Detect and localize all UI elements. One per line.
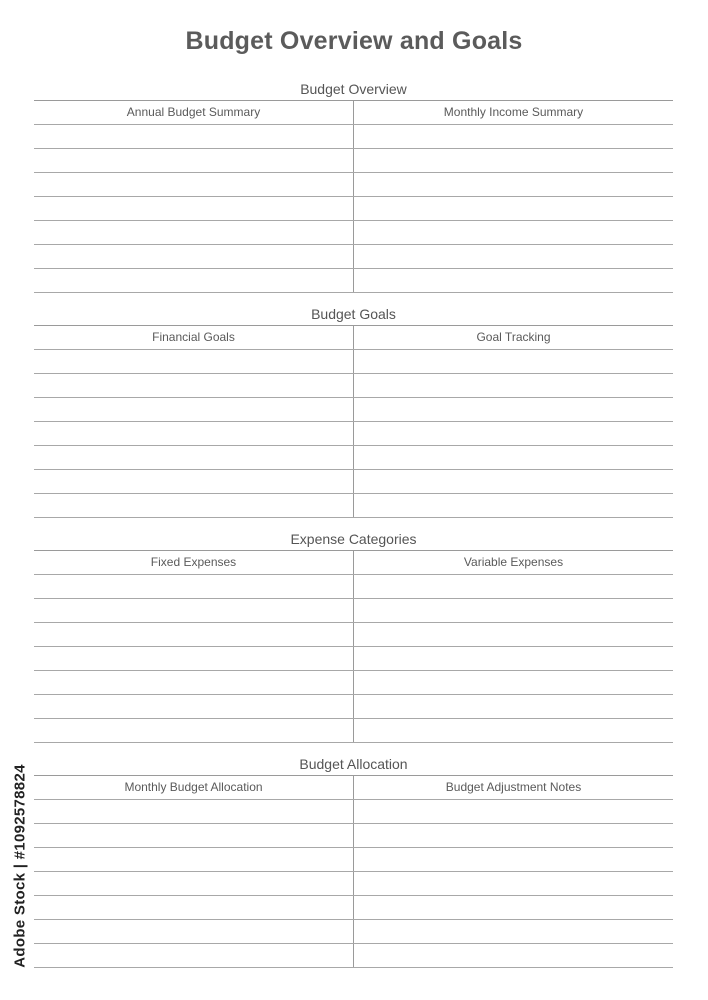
right-writing-line[interactable]: [354, 269, 673, 292]
right-writing-line[interactable]: [354, 470, 673, 493]
right-writing-line[interactable]: [354, 245, 673, 268]
left-writing-line[interactable]: [34, 350, 353, 373]
left-writing-line[interactable]: [34, 173, 353, 196]
left-writing-line[interactable]: [34, 824, 353, 847]
left-writing-line[interactable]: [34, 800, 353, 823]
row-rule: [34, 742, 673, 743]
right-writing-line[interactable]: [354, 848, 673, 871]
right-writing-line[interactable]: [354, 374, 673, 397]
right-writing-line[interactable]: [354, 221, 673, 244]
page-title: Budget Overview and Goals: [185, 27, 523, 55]
right-writing-line[interactable]: [354, 944, 673, 967]
left-writing-line[interactable]: [34, 470, 353, 493]
right-writing-line[interactable]: [354, 695, 673, 718]
left-writing-line[interactable]: [34, 599, 353, 622]
left-writing-line[interactable]: [34, 695, 353, 718]
left-writing-line[interactable]: [34, 221, 353, 244]
left-writing-line[interactable]: [34, 446, 353, 469]
left-writing-line[interactable]: [34, 719, 353, 742]
row-rule: [34, 517, 673, 518]
left-writing-line[interactable]: [34, 872, 353, 895]
left-writing-line[interactable]: [34, 575, 353, 598]
left-writing-line[interactable]: [34, 374, 353, 397]
left-writing-line[interactable]: [34, 848, 353, 871]
section-title: Budget Allocation: [299, 756, 408, 772]
section-grid: [34, 550, 673, 743]
column-header: Financial Goals: [152, 330, 235, 344]
right-writing-line[interactable]: [354, 197, 673, 220]
left-writing-line[interactable]: [34, 422, 353, 445]
right-writing-line[interactable]: [354, 719, 673, 742]
column-header: Budget Adjustment Notes: [445, 780, 582, 794]
left-writing-line[interactable]: [34, 671, 353, 694]
section-title: Budget Overview: [300, 81, 407, 97]
left-writing-line[interactable]: [34, 920, 353, 943]
left-writing-line[interactable]: [34, 269, 353, 292]
left-writing-line[interactable]: [34, 149, 353, 172]
watermark-text: Adobe Stock | #1092578824: [11, 764, 29, 968]
right-writing-line[interactable]: [354, 173, 673, 196]
left-writing-line[interactable]: [34, 197, 353, 220]
watermark: [9, 752, 31, 980]
right-writing-line[interactable]: [354, 149, 673, 172]
left-writing-line[interactable]: [34, 125, 353, 148]
section-title: Budget Goals: [311, 306, 396, 322]
right-writing-line[interactable]: [354, 800, 673, 823]
right-writing-line[interactable]: [354, 422, 673, 445]
right-writing-line[interactable]: [354, 398, 673, 421]
column-header: Fixed Expenses: [150, 555, 237, 569]
right-writing-line[interactable]: [354, 623, 673, 646]
left-writing-line[interactable]: [34, 896, 353, 919]
column-header: Monthly Budget Allocation: [124, 780, 263, 794]
column-header: Goal Tracking: [476, 330, 551, 344]
left-writing-line[interactable]: [34, 623, 353, 646]
column-header: Monthly Income Summary: [443, 105, 584, 119]
section-grid: [34, 775, 673, 968]
right-writing-line[interactable]: [354, 575, 673, 598]
column-header: Annual Budget Summary: [126, 105, 261, 119]
left-writing-line[interactable]: [34, 494, 353, 517]
right-writing-line[interactable]: [354, 446, 673, 469]
right-writing-line[interactable]: [354, 896, 673, 919]
section-grid: [34, 100, 673, 293]
section-title: Expense Categories: [290, 531, 417, 547]
right-writing-line[interactable]: [354, 599, 673, 622]
right-writing-line[interactable]: [354, 647, 673, 670]
right-writing-line[interactable]: [354, 824, 673, 847]
left-writing-line[interactable]: [34, 944, 353, 967]
left-writing-line[interactable]: [34, 398, 353, 421]
left-writing-line[interactable]: [34, 647, 353, 670]
row-rule: [34, 967, 673, 968]
left-writing-line[interactable]: [34, 245, 353, 268]
column-header: Variable Expenses: [463, 555, 564, 569]
right-writing-line[interactable]: [354, 872, 673, 895]
right-writing-line[interactable]: [354, 920, 673, 943]
row-rule: [34, 292, 673, 293]
right-writing-line[interactable]: [354, 671, 673, 694]
right-writing-line[interactable]: [354, 125, 673, 148]
section-grid: [34, 325, 673, 518]
right-writing-line[interactable]: [354, 494, 673, 517]
right-writing-line[interactable]: [354, 350, 673, 373]
